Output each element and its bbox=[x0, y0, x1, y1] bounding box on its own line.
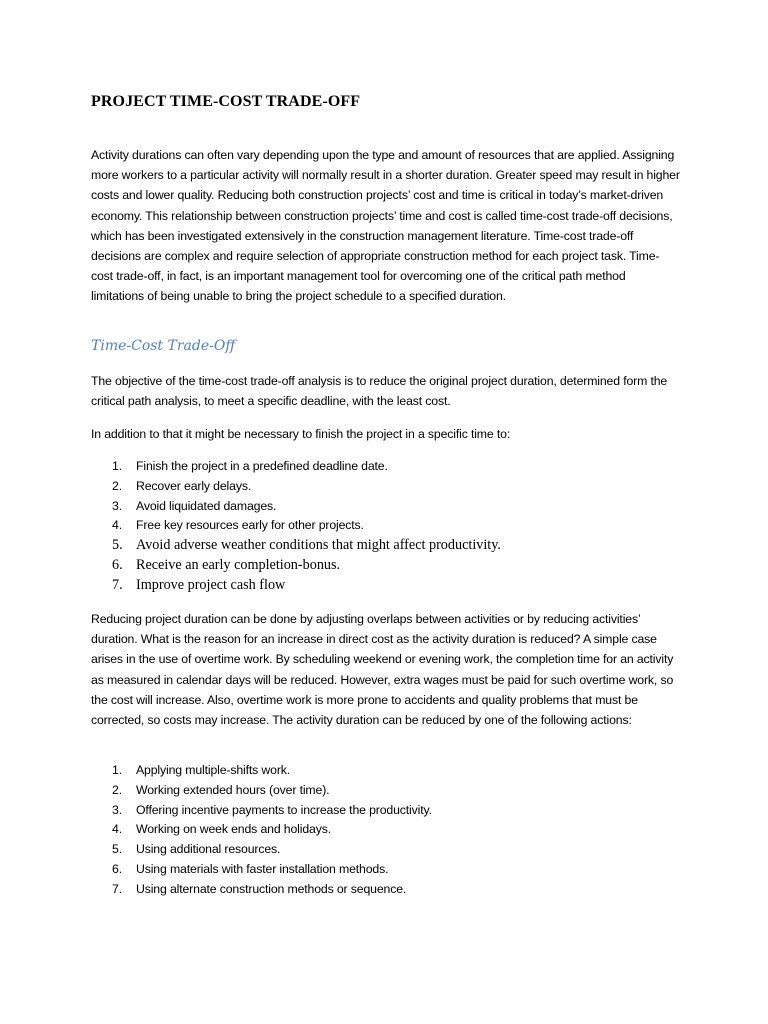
list-item bbox=[91, 576, 681, 596]
list-number: 6. bbox=[112, 556, 123, 573]
list-number: 4. bbox=[112, 518, 122, 533]
list-text: Working on week ends and holidays. bbox=[136, 822, 331, 837]
list-item bbox=[91, 840, 681, 860]
list-text: Offering incentive payments to increase the productivity. bbox=[136, 802, 432, 817]
page-title: PROJECT TIME-COST TRADE-OFF bbox=[91, 93, 361, 110]
list-item bbox=[91, 516, 681, 536]
list-text: Avoid adverse weather conditions that might affect productivity. bbox=[136, 537, 501, 554]
list-number: 1. bbox=[112, 763, 122, 777]
list-item bbox=[91, 820, 681, 840]
list-number: 7. bbox=[112, 576, 123, 593]
intro-paragraph: Activity durations can often vary depending upon the type and amount of resources that are applied. Assigning more workers to a particular activity will normally result in a shorter duration. Greater speed may result in higher costs and lower quality. Reducing both construction projects’ cost and time is critical in today’s market-driven economy. This relationship between construction projects’ time and cost is called time-cost trade-off decisions, which has been investigated extensively in the construction management literature. Time-cost trade-off decisions are complex and require selection of appropriate construction method for each project task. Time-cost trade-off, in fact, is an important management tool for overcoming one of the critical path method limitations of being unable to bring the project schedule to a specified duration. bbox=[91, 148, 680, 304]
list-text: Improve project cash flow bbox=[136, 576, 286, 593]
section-heading: Time-Cost Trade-Off bbox=[91, 338, 236, 354]
list-text: Working extended hours (over time). bbox=[136, 782, 330, 797]
list-item bbox=[91, 860, 681, 880]
list-item bbox=[91, 761, 681, 781]
list-number: 6. bbox=[112, 861, 122, 876]
list-item bbox=[91, 497, 681, 517]
list-number: 7. bbox=[112, 881, 122, 896]
list-number: 1. bbox=[112, 459, 122, 473]
list-item bbox=[91, 457, 681, 477]
list-text: Finish the project in a predefined deadline date. bbox=[136, 459, 388, 473]
list-number: 5. bbox=[112, 537, 123, 554]
objective-paragraph: The objective of the time-cost trade-off analysis is to reduce the original project duration, determined form the critical path analysis, to meet a specific deadline, with the least cost. bbox=[91, 374, 668, 409]
list-number: 4. bbox=[112, 822, 122, 837]
list-text: Recover early delays. bbox=[136, 478, 252, 493]
actions-list bbox=[91, 761, 681, 900]
list-number: 2. bbox=[112, 478, 122, 493]
list-number: 3. bbox=[112, 498, 122, 513]
list-number: 2. bbox=[112, 782, 122, 797]
list-text: Avoid liquidated damages. bbox=[136, 498, 277, 513]
list-text: Using materials with faster installation methods. bbox=[136, 861, 389, 876]
reducing-paragraph: Reducing project duration can be done by adjusting overlaps between activities or by reducing activities’ duration. What is the reason for an increase in direct cost as the activity duration is reduced? A simple case arises in the use of overtime work. By scheduling weekend or evening work, the completion time for an activity as measured in calendar days will be reduced. However, extra wages must be paid for such overtime work, so the cost will increase. Also, overtime work is more prone to accidents and quality problems that must be corrected, so costs may increase. The activity duration can be reduced by one of the following actions: bbox=[91, 612, 674, 728]
list-text: Receive an early completion-bonus. bbox=[136, 556, 341, 573]
list-item bbox=[91, 801, 681, 821]
list-number: 5. bbox=[112, 842, 122, 857]
list-text: Using alternate construction methods or sequence. bbox=[136, 881, 407, 896]
list-number: 3. bbox=[112, 802, 122, 817]
list-text: Applying multiple-shifts work. bbox=[136, 763, 291, 777]
list-item bbox=[91, 536, 681, 556]
list-item bbox=[91, 556, 681, 576]
reasons-list bbox=[91, 457, 681, 596]
list-item bbox=[91, 781, 681, 801]
addition-paragraph: In addition to that it might be necessary to finish the project in a specific time to: bbox=[91, 427, 511, 441]
list-text: Free key resources early for other projects. bbox=[136, 518, 364, 533]
list-text: Using additional resources. bbox=[136, 842, 281, 857]
list-item bbox=[91, 477, 681, 497]
list-item bbox=[91, 880, 681, 900]
